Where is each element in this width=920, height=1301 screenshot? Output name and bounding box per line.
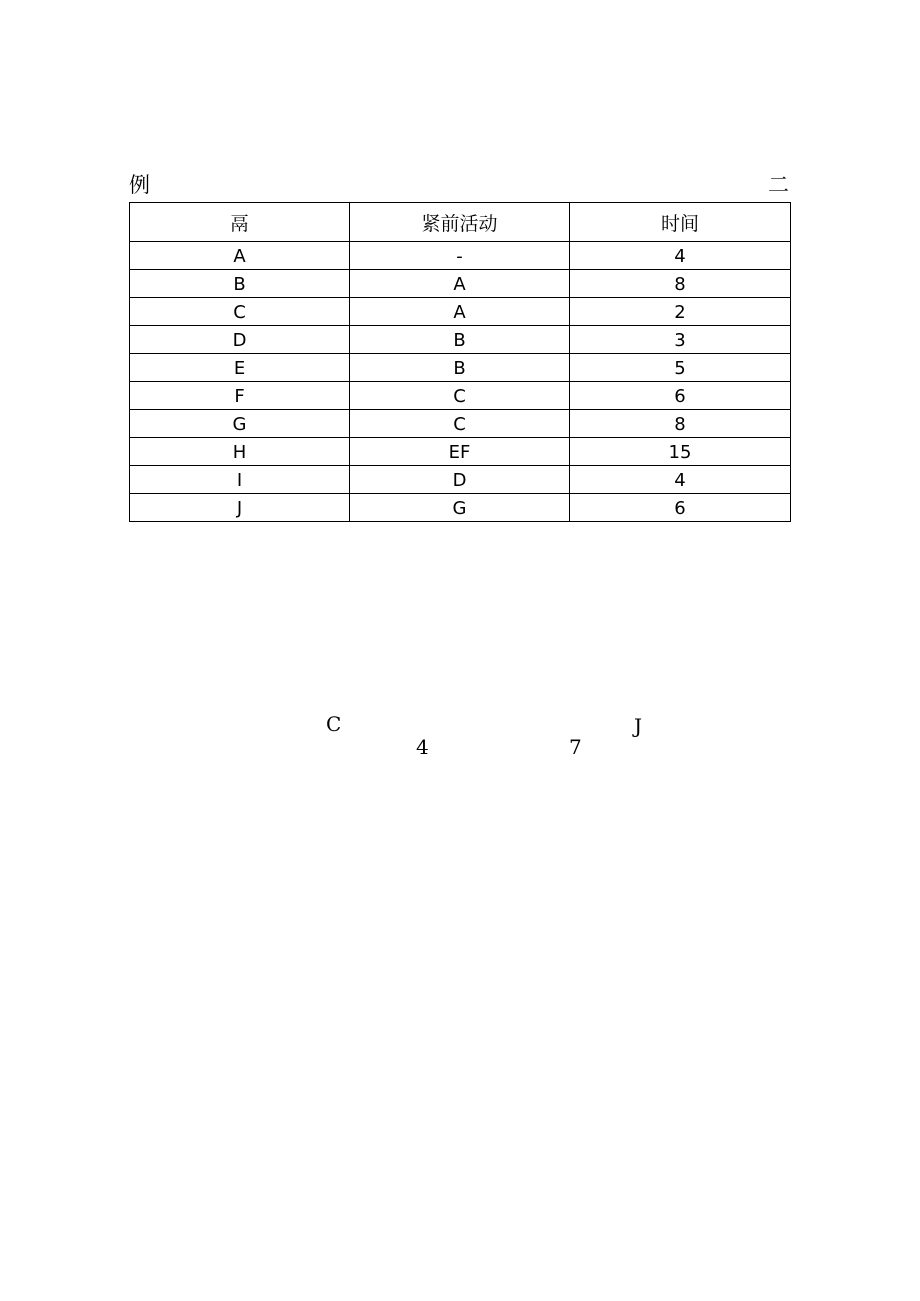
- cell-predecessor: -: [350, 242, 570, 270]
- cell-duration: 4: [570, 242, 791, 270]
- table-row: [130, 242, 791, 270]
- table-header-row: [130, 203, 791, 242]
- table-row: [130, 494, 791, 522]
- header-duration: 时间: [570, 203, 791, 242]
- table-row: [130, 354, 791, 382]
- cell-predecessor: EF: [350, 438, 570, 466]
- header-predecessor: 紧前活动: [350, 203, 570, 242]
- cell-activity: D: [130, 326, 350, 354]
- cell-activity: B: [130, 270, 350, 298]
- cell-activity: G: [130, 410, 350, 438]
- cell-duration: 2: [570, 298, 791, 326]
- cell-activity: C: [130, 298, 350, 326]
- cell-duration: 8: [570, 410, 791, 438]
- table-row: [130, 438, 791, 466]
- cell-duration: 6: [570, 494, 791, 522]
- cell-duration: 6: [570, 382, 791, 410]
- cell-predecessor: A: [350, 298, 570, 326]
- cell-duration: 3: [570, 326, 791, 354]
- cell-activity: H: [130, 438, 350, 466]
- cell-predecessor: C: [350, 382, 570, 410]
- table-row: [130, 298, 791, 326]
- table-row: [130, 270, 791, 298]
- cell-activity: F: [130, 382, 350, 410]
- cell-duration: 5: [570, 354, 791, 382]
- diagram-label-c: C: [326, 712, 342, 736]
- diagram-label-4: 4: [416, 735, 429, 759]
- cell-activity: J: [130, 494, 350, 522]
- cell-predecessor: C: [350, 410, 570, 438]
- cell-duration: 15: [570, 438, 791, 466]
- cell-predecessor: G: [350, 494, 570, 522]
- cell-duration: 4: [570, 466, 791, 494]
- cell-predecessor: B: [350, 326, 570, 354]
- cell-activity: E: [130, 354, 350, 382]
- table-row: [130, 466, 791, 494]
- header-activity: 鬲: [130, 203, 350, 242]
- cell-activity: A: [130, 242, 350, 270]
- diagram-label-j: J: [634, 714, 643, 738]
- activity-table: [129, 202, 791, 522]
- cell-predecessor: A: [350, 270, 570, 298]
- cell-activity: I: [130, 466, 350, 494]
- cell-predecessor: D: [350, 466, 570, 494]
- table-row: [130, 326, 791, 354]
- diagram-label-7: 7: [569, 735, 582, 759]
- table-row: [130, 382, 791, 410]
- example-label: 例: [129, 173, 150, 197]
- cell-predecessor: B: [350, 354, 570, 382]
- cell-duration: 8: [570, 270, 791, 298]
- table-row: [130, 410, 791, 438]
- example-number: 二: [768, 173, 789, 197]
